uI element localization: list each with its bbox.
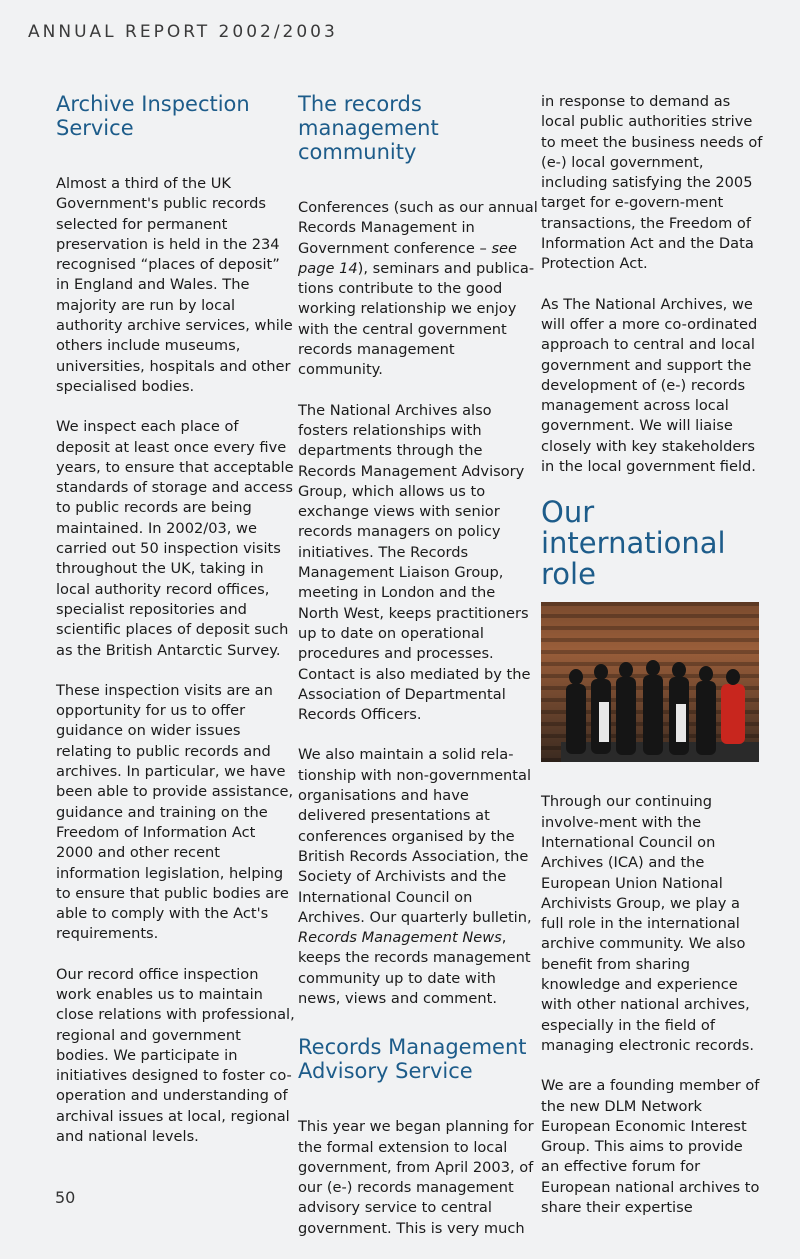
paragraph: Through our continuing involve-ment with the International Council on Archives (ICA) and the European Union National Archivists Group, we play a full role in the international archive community. We also benefit from sharing knowledge and experience with other national archives, especially in the field of managing electronic records. (541, 793, 755, 1054)
section-heading-advisory-service: Records Management Advisory Service (298, 1035, 527, 1084)
section-heading-international-role: Our international role (541, 495, 726, 592)
paragraph: The National Archives also fosters relationships with departments through the Records Management Advisory Group, which allows us to exchange views with senior records managers on policy initiatives. The Records Management Liaison Group, meeting in London and the North West, keeps practitioners up to date on operational procedures and processes. Contact is also mediated by the Association of Departmental Records Officers. (298, 401, 531, 724)
paragraph: These inspection visits are an opportunity for us to offer guidance on wider issues relating to public records and archives. In particular, we have been able to provide assistance, guidance and training on the Freedom of Information Act 2000 and other recent information legislation, helping to ensure that public bodies are able to comply with the Act's requirements. (56, 681, 294, 943)
section-heading-records-management: The records management community (298, 92, 439, 164)
section-heading-archive-inspection: Archive Inspection Service (56, 92, 250, 140)
page-number: 50 (55, 1188, 76, 1207)
paragraph: We inspect each place of deposit at least once every five years, to ensure that acceptable standards of storage and access to public records are being maintained. In 2002/03, we carried out 50 inspection visits throughout the UK, taking in local authority record offices, specialist repositories and scientific places of deposit such as the British Antarctic Survey. (56, 418, 294, 659)
column-archive-inspection (56, 92, 296, 1167)
group-photo (541, 602, 759, 762)
paragraph: We are a founding member of the new DLM Network European Economic Interest Group. This aims to provide an effective forum for European national archives to share their expertise (541, 1077, 760, 1216)
group-photo-people (561, 642, 759, 762)
paragraph: Almost a third of the UK Government's public records selected for permanent preservation is held in the 234 recognised “places of deposit” in England and Wales. The majority are run by local authority archive services, while others include museums, universities, hospitals and other specialised bodies. (56, 175, 293, 395)
paragraph: This year we began planning for the formal extension to local government, from April 2003, of our (e-) records management advisory service to central government. This is very much (298, 1118, 534, 1237)
report-header: ANNUAL REPORT 2002/2003 (28, 22, 338, 42)
paragraph: As The National Archives, we will offer a more co-ordinated approach to central and local government and support the development of (e-) records management across local government. We will liaise closely with key stakeholders in the local government field. (541, 295, 758, 476)
paragraph: Our record office inspection work enables us to maintain close relations with professional, regional and government bodies. We participate in initiatives designed to foster co-operation and understanding of archival issues at local, regional and national levels. (56, 965, 295, 1146)
paragraph: in response to demand as local public authorities strive to meet the business needs of (e-) local government, including satisfying the 2005 target for e-govern-ment transactions, the Freedom of Information Act and the Data Protection Act. (541, 93, 763, 273)
paragraph: Conferences (such as our annual Records Management in Government conference – see page 14), seminars and publica-tions contribute to the good working relationship we enjoy with the central government records management community. (298, 199, 538, 379)
column-international (541, 92, 763, 1238)
paragraph: We also maintain a solid rela-tionship with non-governmental organisations and have delivered presentations at conferences organised by the British Records Association, the Society of Archivists and the International Council on Archives. Our quarterly bulletin, Records Management News, keeps the records management community up to date with news, views and comment. (298, 746, 532, 1007)
column-records-management (298, 92, 538, 1259)
